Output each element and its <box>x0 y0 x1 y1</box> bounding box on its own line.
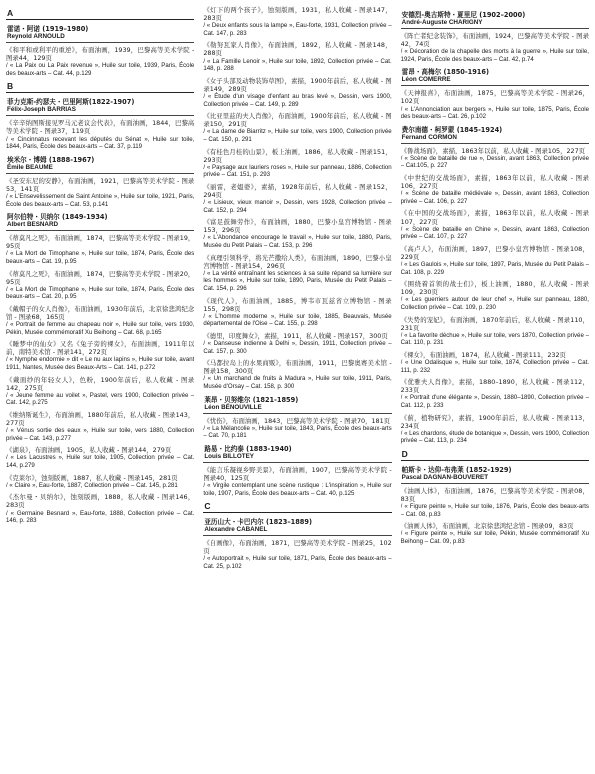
artist-name-latin: Reynold ARNOULD <box>7 33 65 40</box>
artist-heading <box>6 212 194 231</box>
artwork-entry-chinese: 《失势的宠妃》，布面油画，1870年前后，私人收藏 - 图录110，231页 <box>400 315 589 332</box>
artwork-entry-chinese: 《丽雷，老媪婆》，素描，1928年前后，私人收藏 - 图录152，294页 <box>203 182 392 199</box>
artwork-entry-french: / « Deux enfants sous la lampe », Eau-forte, 1931, Collection privée – Cat. 147, p. 283 <box>203 22 392 37</box>
artist-name-chinese: 阿尔伯特・贝纳尔 (1849-1934) <box>7 213 108 222</box>
artwork-entry <box>203 148 391 179</box>
artist-heading <box>6 97 194 116</box>
artwork-entry <box>203 183 391 214</box>
artwork-entry-french: / « La Mort de Timophane », Huile sur toile, 1874, Paris, École des beaux-arts – Cat. 19, p.95 <box>6 250 195 265</box>
artist-heading <box>203 395 391 414</box>
artwork-entry-chinese: 《德里，印度舞女》，素描，1911，私人收藏 - 图录157，300页 <box>203 331 388 340</box>
artwork-entry <box>203 218 391 249</box>
artwork-entry-french: / « Figure peinte », Huile sur toile, Pékin, Musée commémoratif Xu Beihong – Cat. 09, p.83 <box>400 530 589 545</box>
artwork-entry <box>6 474 194 490</box>
artist-heading <box>6 24 194 43</box>
artwork-entry-french: / « L'Ensevelissement de Saint Antoine », Huile sur toile, 1921, Paris, École des beaux-arts – Cat. 53, p.141 <box>6 192 195 208</box>
artwork-entry-french: / « Scène de bataille médiévale », Dessin, avant 1863, Collection privée – Cat. 106, p. 227 <box>400 190 589 205</box>
artwork-entry-french: / « Scène de bataille de rue », Dessin, avant 1863, Collection privée – Cat.105, p. 227 <box>400 154 589 170</box>
artwork-entry-chinese: 《杰尔曼・贝纳尔》，蚀刻版画，1888，私人收藏 - 图录146，283页 <box>6 493 195 510</box>
artwork-entry-french: / « Jeune femme au voilet », Pastel, vers 1900, Collection privée – Cat. 142, p.275 <box>6 391 195 407</box>
artwork-entry-chinese: 《女子头部及动物装饰草图》，素描，1900年前后，私人收藏 - 图录149，289页 <box>203 76 392 93</box>
artist-name-latin: Louis BILLOTEY <box>204 452 255 460</box>
artist-name-chinese: 路易・比约泰 (1883-1940) <box>204 444 292 453</box>
artwork-entry <box>401 89 589 120</box>
artwork-entry-chinese: 《圣安东尼的安静》，布面油画，1921，巴黎高等美术学院 - 图录53，141页 <box>6 176 195 193</box>
artwork-entry-chinese: 《蒂莫凡之死》，布面油画，1874，巴黎高等美术学院 - 图录19，95页 <box>6 234 195 251</box>
artwork-entry-chinese: 《勒努瓦家人肖像》，布面油画，1892，私人收藏 - 图录148，288页 <box>203 41 392 58</box>
artwork-entry <box>203 112 391 143</box>
artwork-entry-chinese: 《睡梦中的仙女》又名《兔子旁的裸女》，布面油画，1911年以前，南特美术馆 - 图录141，272页 <box>6 340 195 357</box>
artwork-entry-french: / « Lisieux, vieux manoir », Dessin, vers 1928, Collection privée – Cat. 152, p. 294 <box>203 199 392 214</box>
artist-name-latin: Fernand CORMON <box>401 133 457 141</box>
artwork-entry <box>6 411 194 442</box>
artwork-entry <box>401 245 589 276</box>
artwork-entry-french: / « Les Lacustres », Huile sur toile, 1905, Collection privée – Cat. 144, p.279 <box>6 454 195 470</box>
artwork-entry-french: / « Un marchand de fruits à Madura », Huile sur toile, 1911, Paris, Musée d'Orsay – Cat. 158, p. 300 <box>203 375 392 391</box>
artwork-entry <box>203 359 391 390</box>
artwork-entry-french: / « La Mort de Timophane », Huile sur toile, 1874, Paris, École des beaux-arts – Cat. 20, p.95 <box>6 285 195 301</box>
artwork-entry-chinese: 《和平和或利平的重逆》，布面油画，1939，巴黎高等美术学院 - 图录44，129页 <box>6 46 195 63</box>
artwork-entry-chinese: 《天神报喜》，布面油画，1875，巴黎高等美术学院 - 图录26，102页 <box>400 89 589 106</box>
artwork-entry-french: / « Étude d'un visage d'enfant au bras levé », Dessin, vers 1900, Collection privée – Cat. 149, p. 289 <box>203 92 392 108</box>
index-column-2 <box>203 6 391 774</box>
artwork-entry-chinese: 《在中国的交战场面》，素描，1863年以前，私人收藏 - 图录107，227页 <box>400 209 589 226</box>
artwork-entry-french: / « Claire », Eau-forte, 1887, Collection privée – Cat. 145, p.281 <box>6 481 178 489</box>
artwork-entry-chinese: 《油画人体》，布面油画，北京徐悲鸿纪念馆 - 图录09，83页 <box>400 522 574 531</box>
artwork-entry-chinese: 《辛辛纳图斯接见罗马元老议会代表》，布面油画，1844，巴黎高等美术学院 - 图录37，119页 <box>6 119 195 136</box>
artist-name-latin: Pascal DAGNAN-BOUVERET <box>401 473 489 481</box>
artist-name-chinese: 安德烈-奥古斯特・夏里尼 (1902–2000) <box>401 11 526 19</box>
artwork-entry-chinese: 《鲁战场面》，素描，1863年以前，私人收藏 - 图录105，227页 <box>400 146 586 155</box>
artwork-entry-chinese: 《湖泉》，布面油画，1905，私人收藏 - 图录144，279页 <box>6 446 172 455</box>
artwork-entry <box>6 234 194 265</box>
artwork-entry <box>401 351 589 374</box>
artwork-entry-chinese: 《自画像》，布面油画，1871，巴黎高等美术学院 - 图录25，102页 <box>203 539 392 556</box>
artist-name-latin: Albert BESNARD <box>7 221 59 229</box>
artwork-entry-chinese: 《戴面纱的年轻女人》，色粉，1900年前后，私人收藏 - 图录142，275页 <box>6 375 195 392</box>
artist-heading <box>401 465 589 484</box>
artwork-entry-french: / « L'Annonciation aux bergers », Huile sur toile, 1875, Paris, École des beaux-arts – Cat. 26, p.102 <box>400 105 589 121</box>
artwork-entry-chinese: 《优雅夫人肖像》，素描，1880–1890，私人收藏 - 图录112，233页 <box>400 378 589 395</box>
artwork-entry <box>401 209 589 240</box>
artist-heading <box>6 155 194 174</box>
artwork-entry-chinese: 《油画人体》，布面油画，1876，巴黎高等美术学院 - 图录08，83页 <box>400 486 589 504</box>
artwork-entry <box>203 466 391 497</box>
index-column-1 <box>6 6 194 774</box>
artwork-entry <box>6 340 194 371</box>
artwork-entry-french: / « Une Odalisque », Huile sur toile, 1874, Collection privée – Cat. 111, p. 232 <box>400 359 589 374</box>
artwork-entry-chinese: 《阵亡者纪念装饰》，布面油画，1924，巴黎高等美术学院 - 图录42，74页 <box>400 32 589 49</box>
artwork-entry-chinese: 《蒂莫凡之死》，布面油画，1874，巴黎高等美术学院 - 图录20，95页 <box>6 269 195 286</box>
section-letter-heading: D <box>401 449 589 461</box>
artist-heading <box>401 67 589 86</box>
artwork-entry-french: / « Les Gaulois », Huile sur toile, 1897, Paris, Musée du Petit Palais – Cat. 108, p. 229 <box>400 260 589 276</box>
artwork-entry <box>401 32 589 63</box>
section-letter-heading: B <box>6 81 194 93</box>
index-column-3 <box>401 6 589 774</box>
artwork-entry-french: / « Danseuse indienne à Delhi », Dessin, 1911, Collection privée – Cat. 157, p. 300 <box>203 340 392 355</box>
artwork-entry <box>6 446 194 469</box>
artwork-entry-chinese: 《忧伤》，布面油画，1843，巴黎高等美术学院 - 图录70，181页 <box>203 416 391 425</box>
artwork-entry-chinese: 《克莱尔》，蚀刻版画，1887，私人收藏 - 图录145，281页 <box>6 473 178 482</box>
artwork-entry <box>6 119 194 150</box>
artwork-entry-french: / « Scène de bataille en Chine », Dessin, avant 1863, Collection privée – Cat. 107, p. 227 <box>400 225 589 241</box>
artist-name-chinese: 菲力克斯-约瑟夫・巴里阿斯(1822-1907) <box>7 98 135 107</box>
artwork-entry-french: / « Figure peinte », Huile sur toile, 1876, Paris, École des beaux-arts – Cat. 08, p.83 <box>400 503 589 518</box>
artwork-entry-french: / « Vénus sortie des eaux », Huile sur toile, vers 1880, Collection privée – Cat. 143, p.277 <box>6 427 195 442</box>
artwork-entry <box>401 174 589 205</box>
artwork-entry-french: / « Les chardons, étude de botanique », Dessin, vers 1900, Collection privée – Cat. 113, p. 234 <box>400 429 589 445</box>
artwork-entry <box>401 414 589 445</box>
artwork-entry <box>401 522 589 545</box>
artwork-entry-chinese: 《维纳斯诞生》，布面油画，1880年前后，私人收藏 - 图录143，277页 <box>6 411 195 428</box>
artwork-entry-french: / « Autoportrait », Huile sur toile, 1871, Paris, École des beaux-arts – Cat. 25, p.102 <box>203 555 392 571</box>
artist-heading <box>401 10 589 29</box>
artist-name-chinese: 雷昂・高梅尔 (1850-1916) <box>401 68 489 77</box>
artwork-entry <box>401 316 589 347</box>
artwork-entry-french: / « Paysage aux lauriers roses », Huile sur panneau, 1886, Collection privée – Cat. 151, p. 293 <box>203 163 392 179</box>
artwork-entry-chinese: 《围绕着首领的战士们》，板上油画，1880，私人收藏 - 图录109，230页 <box>400 280 589 297</box>
artist-name-latin: Léon BÉNOUVILLE <box>204 403 262 411</box>
artwork-entry-chinese: 《灯下的两个孩子》，蚀刻版画，1931，私人收藏 - 图录147，283页 <box>203 6 392 23</box>
artwork-entry-chinese: 《真理引领科学，将光芒撒给人类》，布面油画，1890，巴黎小皇宫博物馆 - 图录154，296页 <box>203 253 392 270</box>
artwork-entry-french: / « Nymphe endormie » dit « Le nu aux lapins », Huile sur toile, avant 1911, Nantes, Musée des Beaux-Arts – Cat. 141, p.272 <box>6 356 195 372</box>
artwork-entry <box>6 376 194 407</box>
artwork-entry-french: / « Germaine Besnard », Eau-forte, 1888, Collection privée – Cat. 146, p. 283 <box>6 509 195 525</box>
artwork-entry-chinese: 《马都拉岛上的水果商贩》，布面油画，1911，巴黎奥赛美术馆 - 图录158，300页 <box>203 359 392 376</box>
artwork-entry <box>6 493 194 524</box>
artwork-entry <box>203 77 391 108</box>
artwork-entry <box>6 270 194 301</box>
artwork-entry-french: / « Décoration de la chapelle des morts à la guerre », Huile sur toile, 1924, Paris, École des beaux-arts – Cat. 42, p.74 <box>400 48 589 63</box>
artwork-entry <box>401 147 589 170</box>
artwork-entry <box>203 41 391 72</box>
artwork-entry-french: / « Virgile contemplant une scène rustique : L'inspiration », Huile sur toile, 1907, Paris, École des beaux-arts – Cat. 40, p.125 <box>203 482 392 497</box>
artwork-entry <box>203 332 391 355</box>
artwork-entry-chinese: 《裸女》，布面油画，1874，私人收藏 - 图录111，232页 <box>400 350 566 359</box>
artwork-entry <box>6 305 194 336</box>
artist-name-latin: Félix-Joseph BARRIAS <box>7 106 76 114</box>
artwork-entry-chinese: 《现代人》，布面油画，1885，博韦市瓦兹省立博物馆 - 图录155，298页 <box>203 296 392 313</box>
artwork-entry-chinese: 《戴帽子的女人肖像》，布面油画，1930年前后，北京徐悲鸿纪念馆 - 图录68，165页 <box>6 304 195 321</box>
artwork-entry-french: / « L'homme moderne », Huile sur toile, 1885, Beauvais, Musée départemental de l'Oise – Cat. 155, p. 298 <box>203 312 392 328</box>
artwork-entry-chinese: 《能言乐凝视乡野美景》，布面油画，1907，巴黎高等美术学院 - 图录40，125页 <box>203 465 392 482</box>
artwork-entry <box>203 417 391 440</box>
artwork-entry-chinese: 《高卢人》，布面油画，1897，巴黎小皇宫博物馆 - 图录108，229页 <box>400 244 589 261</box>
artwork-entry-french: / « L'Abondance encourage le travail », Huile sur toile, 1880, Paris, Musée du Petit Palais – Cat. 153, p. 296 <box>203 234 392 250</box>
artist-name-chinese: 亚历山大・卡巴内尔 (1823–1889) <box>204 518 312 527</box>
artwork-entry <box>203 6 391 37</box>
artist-name-chinese: 费尔南德・柯罗蒙 (1845-1924) <box>401 125 503 134</box>
artist-name-latin: André-Auguste CHARIGNY <box>401 19 483 26</box>
artwork-entry <box>203 297 391 328</box>
artist-name-latin: Émile BEAUME <box>7 163 53 171</box>
artist-name-chinese: 莱昂・贝努维尔 (1821-1859) <box>204 395 299 404</box>
artwork-entry-chinese: 《比亚里兹的夫人肖像》，布面油画，1900年前后，私人收藏 - 图录150，291页 <box>203 112 392 129</box>
artwork-entry-french: / « La favorite déchue », Huile sur toile, vers 1870, Collection privée – Cat. 110, p. 231 <box>400 331 589 347</box>
artwork-entry-french: / « La dame de Biarritz », Huile sur toile, vers 1900, Collection privée – Cat. 150, p. 291 <box>203 128 392 143</box>
artwork-entry-french: / « Portrait d'une élégante », Dessin, 1880–1890, Collection privée – Cat. 112, p. 233 <box>400 394 589 409</box>
artwork-entry-french: / « La Famille Lenoir », Huile sur toile, 1892, Collection privée – Cat. 148, p. 288 <box>203 57 392 73</box>
artwork-entry-french: / « La Mélancolie », Huile sur toile, 1843, Paris, École des beaux-arts – Cat. 70, p.181 <box>203 424 392 440</box>
artwork-entry <box>401 487 589 518</box>
artwork-entry <box>401 280 589 311</box>
artist-name-latin: Léon COMERRE <box>401 76 451 84</box>
artwork-entry <box>203 539 391 570</box>
artwork-entry-french: / « La Paix ou La Paix revenue », Huile sur toile, 1939, Paris, École des beaux-arts – Cat. 44, p.129 <box>6 62 195 77</box>
artist-heading <box>401 125 589 144</box>
artwork-entry <box>6 177 194 208</box>
artwork-entry-french: / « Portrait de femme au chapeau noir », Huile sur toile, vers 1930, Pékin, Musée commémoratif Xu Beihong – Cat. 68, p.165 <box>6 321 195 336</box>
artwork-entry-chinese: 《有桂色月桂的山景》，板上油画，1886，私人收藏 - 图录151，293页 <box>203 147 392 164</box>
artist-heading <box>203 517 391 536</box>
artwork-entry-french: / « Cincinnatus recevant les députés du Sénat », Huile sur toile, 1844, Paris, École des beaux-arts – Cat. 37, p.119 <box>6 135 195 151</box>
artwork-entry <box>6 46 194 77</box>
artist-name-chinese: 雷诺・阿诺 (1919–1980) <box>7 25 89 33</box>
artwork-entry-french: / « Les guerriers autour de leur chef », Huile sur panneau, 1880, Collection privée – Cat. 109, p. 230 <box>400 296 589 311</box>
artist-heading <box>203 444 391 463</box>
artwork-entry-chinese: 《富足鼓舞劳作》，布面油画，1880，巴黎小皇宫博物馆 - 图录153，296页 <box>203 218 392 235</box>
artwork-entry <box>401 378 589 409</box>
section-letter-heading: C <box>203 501 391 513</box>
artist-name-latin: Alexandre CABANEL <box>204 526 268 534</box>
artwork-entry-french: / « La vérité entraînant les sciences à sa suite répand sa lumière sur les hommes », Huile sur toile, 1890, Paris, Musée du Petit Palais – Cat. 154, p. 296 <box>203 269 392 292</box>
artwork-entry-chinese: 《蓟，植物研究》，素描，1900年前后，私人收藏 - 图录113，234页 <box>400 413 589 430</box>
artist-name-chinese: 埃米尔・博姆 (1888-1967) <box>7 155 95 164</box>
artist-name-chinese: 帕斯卡・达仰-布弗莱 (1852-1929) <box>401 465 512 474</box>
artwork-entry-chinese: 《中世纪的交战场面》，素描，1863年以前，私人收藏 - 图录106，227页 <box>400 174 589 191</box>
artwork-entry <box>203 254 391 293</box>
section-letter-heading: A <box>6 8 194 20</box>
